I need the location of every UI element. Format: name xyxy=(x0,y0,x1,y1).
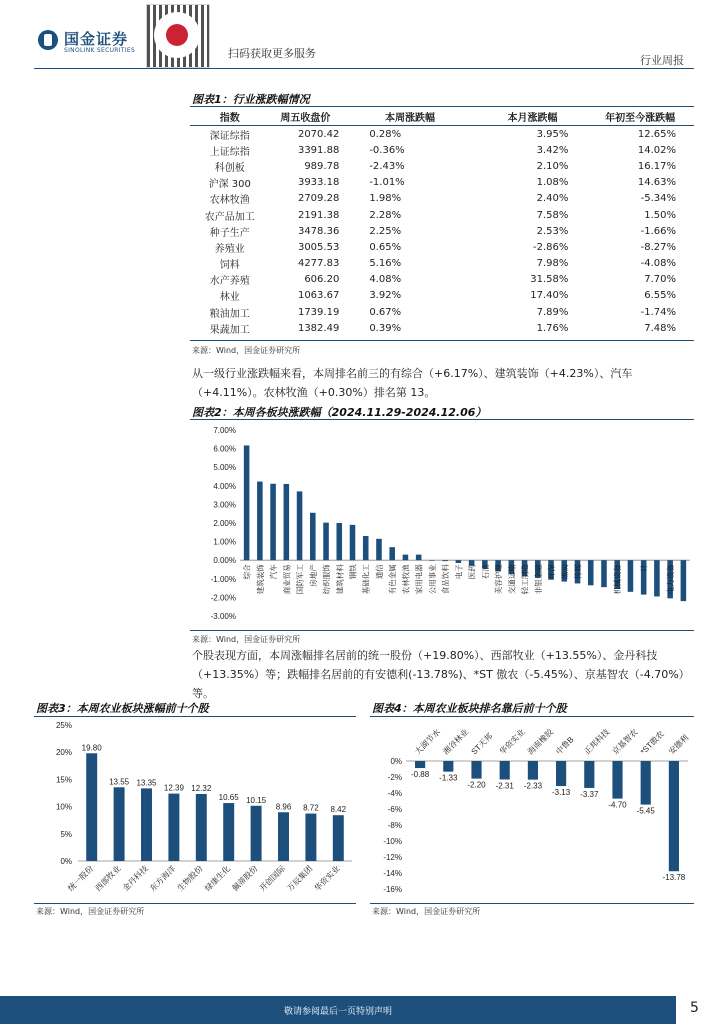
table-cell: 0.28% xyxy=(369,128,402,140)
data-label: 12.32 xyxy=(191,783,212,793)
bar xyxy=(556,761,566,786)
table-cell: 1382.49 xyxy=(297,322,340,334)
table-header-row xyxy=(190,108,694,126)
table-cell: 1.98% xyxy=(369,193,402,205)
x-tick-label: 佩蒂股份 xyxy=(230,864,260,894)
table-cell: -1.01% xyxy=(369,177,405,189)
table-cell: 31.58% xyxy=(530,274,569,286)
paragraph-industry: 从一级行业涨跌幅来看，本周排名前三的有综合（+6.17%）、建筑装饰（+4.23%）、汽车（+4.11%）。农林牧渔（+0.30%）排名第 13。 xyxy=(192,367,633,399)
fig1-source: 来源：Wind，国金证券研究所 xyxy=(192,346,301,355)
x-tick-label: 华资实业 xyxy=(497,727,527,757)
bar xyxy=(456,560,462,563)
data-label: 19.80 xyxy=(81,743,102,753)
y-tick-label: -12% xyxy=(383,853,402,862)
bar xyxy=(278,812,289,861)
fig1-top-rule xyxy=(190,106,694,107)
x-tick-label: 统一股份 xyxy=(66,864,96,894)
x-tick-label: 建筑装饰 xyxy=(255,564,265,595)
x-tick-label: 钢铁 xyxy=(348,564,358,580)
table-cell: 4.08% xyxy=(369,274,402,286)
fig3-bottom-rule xyxy=(34,903,356,904)
bar xyxy=(584,761,594,788)
y-tick-label: 7.00% xyxy=(213,426,236,435)
table-row xyxy=(190,158,694,174)
x-tick-label: 万辰集团 xyxy=(285,864,315,894)
table-cell: 水产养殖 xyxy=(209,276,250,288)
x-tick-label: 电力设备 xyxy=(666,564,676,595)
fig1-title: 图表1：行业涨跌幅情况 xyxy=(192,93,310,106)
x-tick-label: 金丹科技 xyxy=(120,864,150,894)
bar xyxy=(333,815,344,861)
table-cell: -8.27% xyxy=(640,241,676,253)
table-cell: -0.36% xyxy=(369,144,405,156)
x-tick-label: 食品饮料 xyxy=(441,564,451,595)
data-label: -3.13 xyxy=(551,788,571,798)
table-cell: 饲料 xyxy=(219,260,240,272)
page-number: 5 xyxy=(690,1000,699,1016)
table-cell: 7.58% xyxy=(536,209,569,221)
x-tick-label: 大湖节水 xyxy=(413,727,443,757)
bar xyxy=(681,560,687,601)
table-cell: 14.63% xyxy=(637,177,676,189)
fig1-bottom-rule xyxy=(190,340,694,341)
bar xyxy=(244,445,250,560)
table-cell: -1.66% xyxy=(640,225,676,237)
bar xyxy=(350,525,356,560)
table-cell: 17.40% xyxy=(530,290,569,302)
table-cell: 12.65% xyxy=(637,128,676,140)
bar xyxy=(471,761,481,779)
x-tick-label: 中鲁B xyxy=(554,734,576,757)
x-tick-label: ST天邦 xyxy=(469,731,495,757)
bar xyxy=(628,560,634,592)
x-tick-label: 有色金属 xyxy=(388,564,398,595)
y-tick-label: -14% xyxy=(383,869,402,878)
x-tick-label: 湘谷林业 xyxy=(441,727,471,757)
bar xyxy=(114,787,125,861)
table-cell: 14.02% xyxy=(637,144,676,156)
table-cell: 7.70% xyxy=(644,274,676,286)
bar xyxy=(443,761,453,772)
y-tick-label: 4.00% xyxy=(213,481,236,491)
bar xyxy=(251,806,262,861)
table-cell: 2070.42 xyxy=(297,128,340,140)
table-cell: 1.08% xyxy=(536,177,569,189)
y-tick-label: 5.00% xyxy=(213,463,236,473)
table-row xyxy=(190,304,694,320)
x-tick-label: 国防军工 xyxy=(295,564,305,595)
x-tick-label: 京基智农 xyxy=(610,727,640,757)
table-cell: 3391.88 xyxy=(297,144,340,156)
table-row xyxy=(190,239,694,255)
y-tick-label: 0% xyxy=(390,757,402,766)
x-tick-label: 海南橡胶 xyxy=(525,727,555,757)
x-tick-label: 轻工制造 xyxy=(520,564,530,595)
x-tick-label: 生物股份 xyxy=(175,864,205,894)
bar xyxy=(500,761,510,779)
y-tick-label: -1.00% xyxy=(210,574,236,584)
bar xyxy=(389,547,395,560)
x-tick-label: 综合 xyxy=(242,564,252,580)
table-cell: 3.42% xyxy=(536,144,569,156)
data-label: 8.42 xyxy=(330,805,347,815)
logo-mark xyxy=(44,34,52,46)
y-tick-label: -16% xyxy=(383,885,402,894)
table-cell: 果蔬加工 xyxy=(209,324,250,336)
data-label: 13.35 xyxy=(136,778,157,788)
y-tick-label: -3.00% xyxy=(210,612,236,621)
table-cell: 沪深 300 xyxy=(208,179,251,191)
table-column-header: 本月涨跌幅 xyxy=(479,108,587,126)
x-tick-label: 西部牧业 xyxy=(93,864,123,894)
bar xyxy=(442,560,448,561)
x-tick-label: 绿康生化 xyxy=(203,864,233,894)
table-body xyxy=(190,126,694,337)
x-tick-label: 交通运输 xyxy=(507,564,517,595)
data-label: -1.33 xyxy=(439,773,458,783)
y-tick-label: -8% xyxy=(387,821,402,830)
bar xyxy=(376,539,382,560)
y-tick-label: 3.00% xyxy=(213,500,236,510)
bar xyxy=(305,814,316,861)
x-tick-label: 美容护理 xyxy=(494,564,504,595)
x-tick-label: 电子 xyxy=(454,564,464,580)
table-cell: 2.28% xyxy=(369,209,402,221)
table-cell: 农林牧渔 xyxy=(209,195,250,207)
bar xyxy=(363,536,369,560)
fig4-bottom-rule xyxy=(370,903,694,904)
table-cell: 科创板 xyxy=(214,162,245,174)
logo-text-en: SINOLINK SECURITIES xyxy=(64,47,136,54)
x-tick-label: 家用电器 xyxy=(414,564,424,595)
table-row xyxy=(190,288,694,304)
table-cell: 7.98% xyxy=(536,258,569,270)
x-tick-label: 基础化工 xyxy=(361,564,371,595)
fig2-title: 图表2：本周各板块涨跌幅（2024.11.29-2024.12.06） xyxy=(192,406,487,419)
table-row xyxy=(190,320,694,336)
table-cell: 1063.67 xyxy=(297,290,340,302)
fig4-title: 图表4：本周农业板块排名靠后前十个股 xyxy=(372,702,567,715)
x-tick-label: 石油 xyxy=(480,564,490,580)
table-column-header: 本周涨跌幅 xyxy=(341,108,478,126)
bar xyxy=(429,560,435,561)
y-tick-label: -2.00% xyxy=(210,593,236,603)
table-column-header: 指数 xyxy=(190,108,270,126)
bar xyxy=(86,753,97,861)
y-tick-label: 25% xyxy=(55,721,72,730)
fig2-source: 来源：Wind，国金证券研究所 xyxy=(192,635,301,644)
data-label: -0.88 xyxy=(410,770,430,780)
table-column-header: 年初至今涨跌幅 xyxy=(586,108,694,126)
bar xyxy=(196,794,207,861)
table-cell: 粮油加工 xyxy=(209,308,250,320)
logo-text-cn: 国金证券 xyxy=(64,30,129,48)
table-cell: 种子生产 xyxy=(209,227,250,239)
y-tick-label: 1.00% xyxy=(213,537,236,547)
table-cell: -4.08% xyxy=(640,258,676,270)
data-label: 13.55 xyxy=(109,777,130,787)
data-label: 8.96 xyxy=(275,802,292,812)
y-tick-label: 5% xyxy=(60,829,72,839)
y-tick-label: -2% xyxy=(387,773,402,782)
fig3-title: 图表3：本周农业板块涨幅前十个股 xyxy=(36,702,209,715)
table-cell: 7.48% xyxy=(644,322,676,334)
x-tick-label: 计 xyxy=(639,564,649,572)
x-tick-label: 医药 xyxy=(467,564,477,580)
bar xyxy=(669,761,679,871)
x-tick-label: 房地产 xyxy=(308,564,318,587)
table-row xyxy=(190,142,694,158)
table-row xyxy=(190,175,694,191)
bar xyxy=(270,484,276,560)
table-cell: 养殖业 xyxy=(214,243,245,255)
table-cell: 1.50% xyxy=(644,209,676,221)
bar xyxy=(416,555,422,561)
x-tick-label: 东方海洋 xyxy=(148,864,178,894)
table-cell: 606.20 xyxy=(304,274,340,286)
table-row xyxy=(190,191,694,207)
table-cell: 16.17% xyxy=(637,160,676,172)
table-row xyxy=(190,207,694,223)
fig3-source: 来源：Wind，国金证券研究所 xyxy=(36,907,145,916)
bar xyxy=(403,555,409,561)
table-cell: 2191.38 xyxy=(297,209,340,221)
table-cell: -1.74% xyxy=(640,306,676,318)
table-cell: -2.86% xyxy=(532,241,569,253)
x-tick-label: 通信 xyxy=(374,564,384,580)
table-cell: 0.65% xyxy=(369,241,402,253)
table-cell: 0.39% xyxy=(369,322,402,334)
sector-bar-chart xyxy=(190,420,694,630)
bar xyxy=(141,788,152,861)
top10-losers-chart xyxy=(370,717,694,903)
table-cell: 3.92% xyxy=(369,290,402,302)
y-tick-label: -6% xyxy=(387,805,402,814)
bar xyxy=(336,523,342,560)
y-tick-label: 20% xyxy=(55,748,72,758)
data-label: -13.78 xyxy=(662,873,686,883)
x-tick-label: *ST傲农 xyxy=(638,729,666,757)
report-type: 行业周报 xyxy=(640,54,684,67)
table-cell: 1739.19 xyxy=(297,306,340,318)
x-tick-label: 非银金融 xyxy=(533,564,543,595)
header-divider xyxy=(34,68,694,69)
bar xyxy=(588,560,594,585)
x-tick-label: 建筑材料 xyxy=(335,564,345,595)
x-tick-label: 商业贸易 xyxy=(282,564,292,595)
table-cell: 5.16% xyxy=(369,258,402,270)
data-label: 10.65 xyxy=(218,793,239,803)
paragraph-stocks: 个股表现方面，本周涨幅排名居前的统一股份（+19.80%）、西部牧业（+13.55%）、金丹科技（+13.35%）等；跌幅排名居前的有安德利(-13.78%)、*ST 傲农（-5.45%）、京基智农（-4.70%）等。 xyxy=(192,649,690,700)
data-label: -3.37 xyxy=(580,789,599,799)
bar xyxy=(323,523,329,561)
bar xyxy=(257,482,263,561)
table-cell: -2.43% xyxy=(369,160,405,172)
table-cell: 3933.18 xyxy=(297,177,340,189)
bar xyxy=(601,560,607,587)
bar xyxy=(612,761,622,799)
data-label: 8.72 xyxy=(303,803,319,813)
y-tick-label: 0.00% xyxy=(213,556,236,566)
x-tick-label: 传媒 xyxy=(573,564,583,580)
table-cell: -5.34% xyxy=(640,193,676,205)
table-column-header: 周五收盘价 xyxy=(270,108,342,126)
table-cell: 1.76% xyxy=(536,322,569,334)
bar xyxy=(415,761,425,768)
bar xyxy=(223,803,234,861)
table-cell: 7.89% xyxy=(536,306,569,318)
table-cell: 3.95% xyxy=(536,128,569,140)
y-tick-label: -10% xyxy=(383,837,402,846)
y-tick-label: 15% xyxy=(55,775,72,785)
table-cell: 2709.28 xyxy=(297,193,340,205)
x-tick-label: 煤炭 xyxy=(560,564,570,580)
data-label: -2.31 xyxy=(495,781,514,791)
bar xyxy=(310,513,316,560)
bar xyxy=(528,761,538,780)
scan-prompt: 扫码获取更多服务 xyxy=(228,47,316,60)
x-tick-label: 公用事业 xyxy=(427,564,437,595)
x-tick-label: 农林牧渔 xyxy=(401,564,411,595)
footer-disclaimer[interactable]: 敬请参阅最后一页特别声明 xyxy=(283,1007,392,1017)
table-cell: 3005.53 xyxy=(297,241,340,253)
x-tick-label: 华资实业 xyxy=(312,864,342,894)
bar xyxy=(654,560,660,596)
data-label: 12.39 xyxy=(163,783,184,793)
industry-table xyxy=(190,108,694,336)
data-label: -4.70 xyxy=(608,800,627,810)
x-tick-label: 安德利 xyxy=(666,733,691,757)
data-label: 10.15 xyxy=(246,795,267,805)
x-tick-label: 机械设备 xyxy=(613,564,623,595)
data-label: -2.20 xyxy=(467,780,486,790)
top10-gainers-chart xyxy=(34,717,356,903)
y-tick-label: 6.00% xyxy=(213,444,236,454)
table-row xyxy=(190,272,694,288)
x-tick-label: 纺织服饰 xyxy=(322,564,332,595)
table-cell: 989.78 xyxy=(304,160,340,172)
table-cell: 上证综指 xyxy=(209,146,250,158)
table-row xyxy=(190,256,694,272)
table-cell: 2.53% xyxy=(536,225,569,237)
table-cell: 3478.36 xyxy=(297,225,340,237)
table-row xyxy=(190,126,694,143)
bar xyxy=(284,484,290,560)
fig2-bottom-rule xyxy=(190,630,694,631)
y-tick-label: 0% xyxy=(60,857,72,866)
table-cell: 2.40% xyxy=(536,193,569,205)
table-cell: 林业 xyxy=(219,292,240,304)
y-tick-label: 2.00% xyxy=(213,519,236,528)
bar xyxy=(168,794,179,861)
table-cell: 2.10% xyxy=(536,160,569,172)
fig4-source: 来源：Wind，国金证券研究所 xyxy=(372,907,481,916)
table-cell: 深证综指 xyxy=(209,130,250,142)
table-cell: 4277.83 xyxy=(297,258,340,270)
table-cell: 农产品加工 xyxy=(204,211,255,223)
table-cell: 2.25% xyxy=(369,225,402,237)
data-label: -5.45 xyxy=(636,806,655,816)
x-tick-label: 汽车 xyxy=(269,564,279,580)
table-row xyxy=(190,223,694,239)
bar xyxy=(641,761,651,805)
y-tick-label: -4% xyxy=(387,789,402,798)
bar xyxy=(297,491,303,560)
qr-logo-icon xyxy=(166,24,188,46)
data-label: -2.33 xyxy=(523,781,543,791)
x-tick-label: 正邦科技 xyxy=(582,727,612,757)
y-tick-label: 10% xyxy=(55,802,72,812)
x-tick-label: 开创国际 xyxy=(257,864,287,894)
table-cell: 0.67% xyxy=(369,306,402,318)
x-tick-label: 环保 xyxy=(547,564,557,580)
table-cell: 6.55% xyxy=(644,290,676,302)
